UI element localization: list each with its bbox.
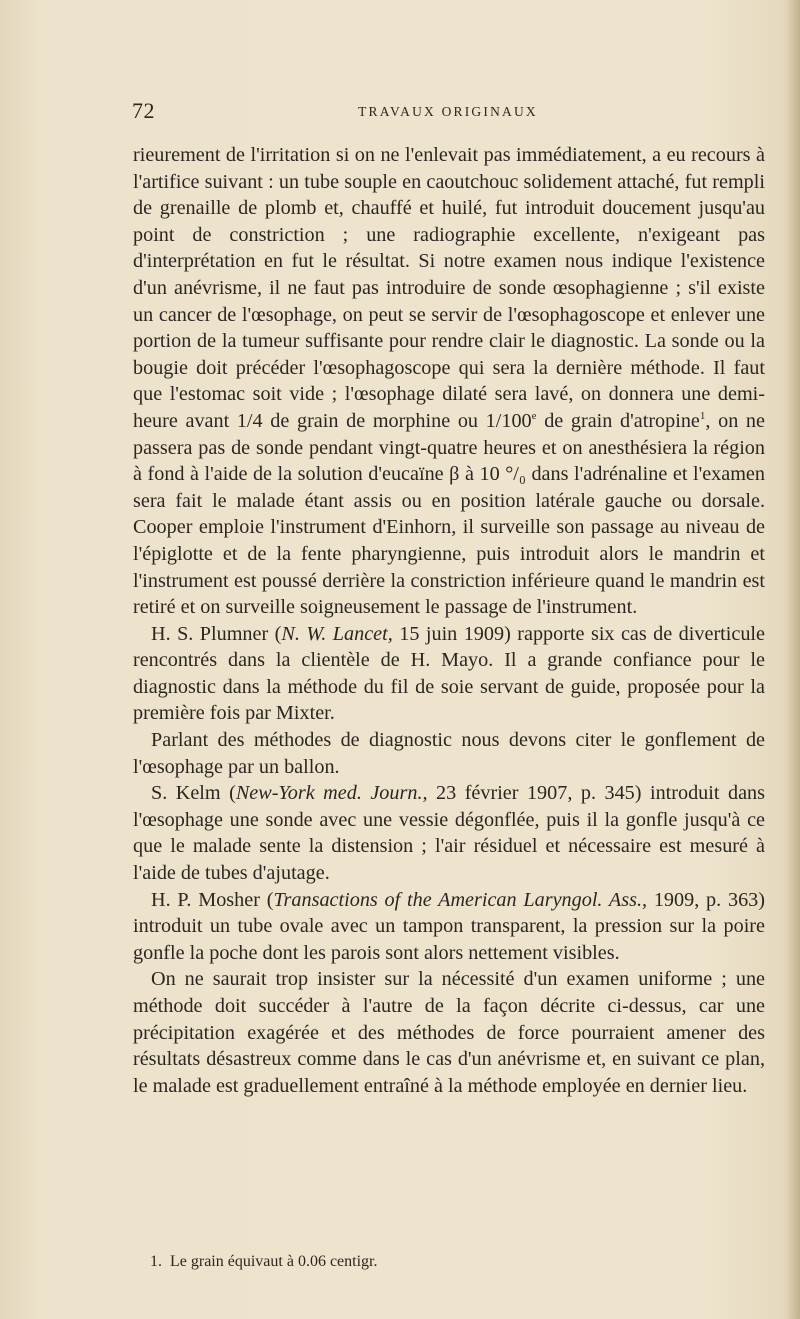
footnote	[150, 1252, 760, 1272]
paragraph-5: H. P. Mosher (Transactions of the American Laryngol. Ass., 1909, p. 363) introduit un tube ovale avec un tampon transparent, la pression sur la poire gonfle la poche dont les parois sont alors nettement visibles.	[133, 888, 765, 964]
paragraph-4: S. Kelm (New-York med. Journ., 23 février 1907, p. 345) introduit dans l'œsophage une sonde avec une vessie dégonflée, puis il la gonfle jusqu'à ce que le malade sente la distension ; l'air résiduel et nécessaire est mesuré à l'aide de tubes d'ajutage.	[133, 782, 765, 885]
page-edge-shadow	[786, 0, 800, 1319]
paragraph-2: H. S. Plumner (N. W. Lancet, 15 juin 1909) rapporte six cas de diverticule rencontrés dans la clientèle de H. Mayo. Il a grande confiance pour le diagnostic dans la méthode du fil de soie servant de guide, proposée pour la première fois par Mixter.	[133, 622, 766, 725]
paragraph-6: On ne saurait trop insister sur la nécessité d'un examen uniforme ; une méthode doit succéder à l'autre de la façon décrite ci-dessus, car une précipitation exagérée et des méthodes de force pourraient amener des résultats désastreux comme dans le cas d'un anévrisme et, en suivant ce plan, le malade est graduellement entraîné à la méthode employée en dernier lieu.	[133, 968, 765, 1097]
running-title: TRAVAUX ORIGINAUX	[358, 104, 538, 119]
superscript-e: e	[531, 409, 537, 422]
footnote-number: 1.	[150, 1253, 162, 1270]
page-number: 72	[132, 98, 155, 123]
citation-title: Transactions of the American Laryngol. Ass.,	[273, 888, 648, 911]
footnote-ref: 1	[699, 409, 706, 422]
paragraph-3: Parlant des méthodes de diagnostic nous devons citer le gonflement de l'œsophage par un ballon.	[133, 729, 765, 778]
page-header	[132, 98, 764, 128]
citation-title: New-York med. Journ.,	[235, 782, 428, 805]
paragraph-1: rieurement de l'irritation si on ne l'enlevait pas immédiatement, a eu recours à l'artifice suivant : un tube souple en caoutchouc solidement attaché, fut rempli de grenaille de plomb et, chauffé et huilé, fut introduit doucement jusqu'au point de constriction ; une radiographie excellente, n'exigeant pas d'interprétation en fut le résultat. Si notre examen nous indique l'existence d'un anévrisme, il ne faut pas introduire de sonde œsophagienne ; s'il existe un cancer de l'œsophage, on peut se servir de l'œsophagoscope et enlever une portion de la tumeur suffisante pour rendre clair le diagnostic. La sonde ou la bougie doit précéder l'œsophagoscope qui sera la dernière méthode. Il faut que l'estomac soit vide ; l'œsophage dilaté sera lavé, on donnera une demi-heure avant 1/4 de grain de morphine ou 1/100e de grain d'atropine$^1$, on ne passera pas de sonde pendant vingt-quatre heures et on anesthésiera la région à fond à l'aide de la solution d'eucaïne β à 10 °/₀ dans l'adrénaline et l'examen sera fait le malade étant assis ou en position latérale gauche ou dorsale. Cooper emploie l'instrument d'Einhorn, il surveille son passage au niveau de l'épiglotte et de la fente pharyngienne, puis introduit alors le mandrin et l'instrument est poussé derrière la constriction inférieure quand le mandrin est retiré et on surveille soigneusement le passage de l'instrument.	[133, 144, 765, 619]
footnote-text: Le grain équivaut à 0.06 centigr.	[170, 1253, 378, 1270]
body-text	[133, 142, 765, 1099]
citation-title: N. W. Lancet,	[281, 622, 393, 645]
